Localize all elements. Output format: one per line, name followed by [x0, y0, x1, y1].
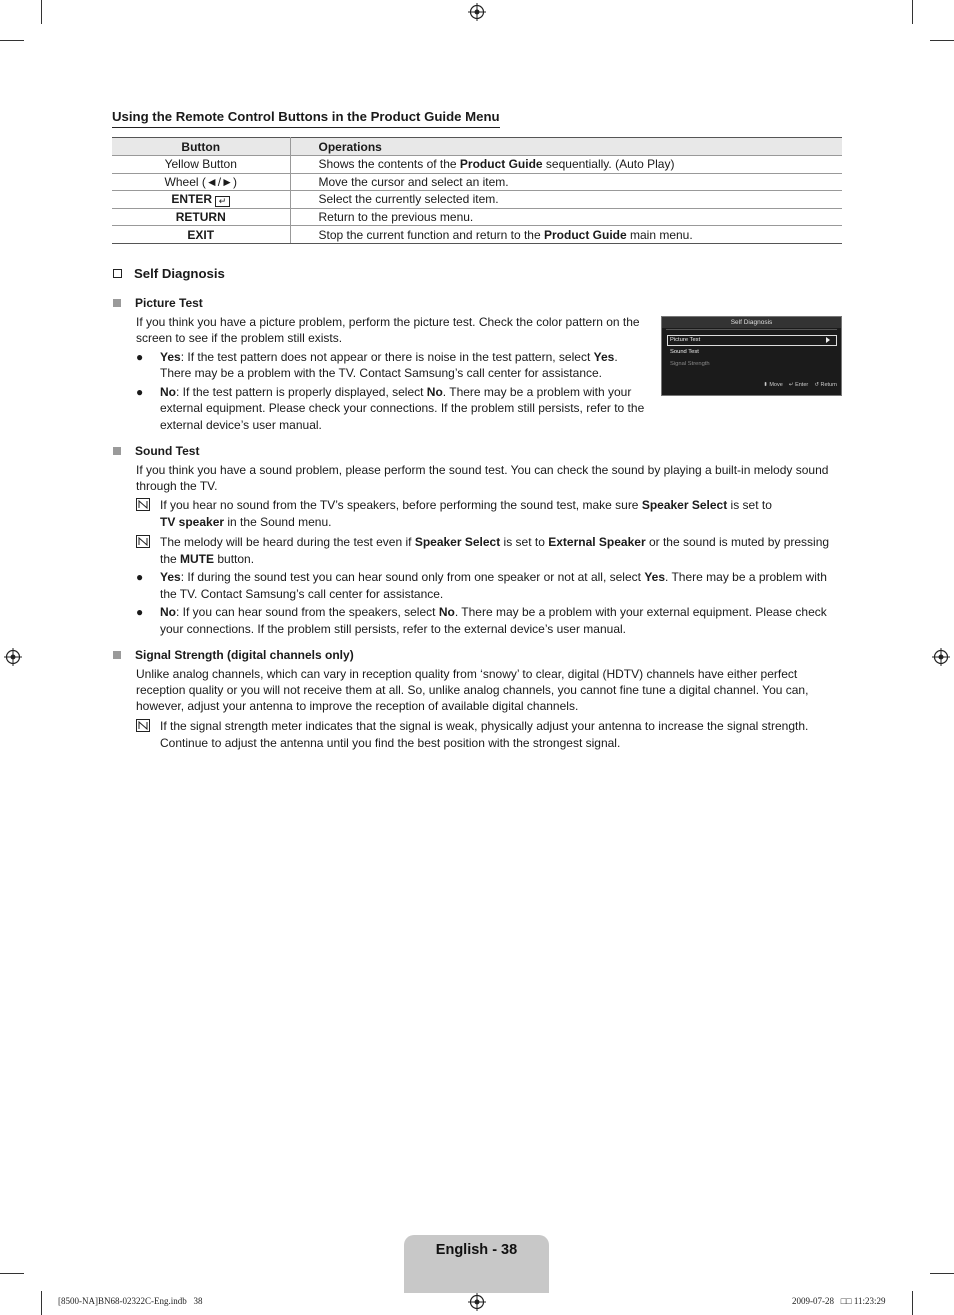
- signal-strength-paragraph-line: Unlike analog channels, which can vary in reception quality from ‘snowy’ to clear, digital (HDTV) channels have either perfect: [136, 667, 798, 681]
- sound-test-intro-line: If you think you have a sound problem, please perform the sound test. You can check the sound by playing a built-in melody sound: [136, 463, 829, 477]
- chevron-right-icon: [826, 337, 830, 343]
- table-row: [112, 208, 842, 226]
- osd-item-picture-test: Picture Test: [670, 337, 701, 343]
- table-header-row: [112, 138, 842, 156]
- crop-mark: [0, 40, 24, 41]
- osd-title: Self Diagnosis: [662, 317, 841, 328]
- registration-mark-icon: [468, 3, 486, 21]
- square-bullet-icon: [113, 651, 121, 659]
- picture-test-no-line: external equipment. Please check your connections. If the problem still persists, refer to the: [160, 401, 645, 415]
- note-icon: [136, 719, 150, 732]
- osd-footer: ⬍ Move ↵ Enter ↺ Return: [763, 382, 837, 388]
- table-cell-operation: Move the cursor and select an item.: [290, 173, 842, 191]
- osd-divider: [666, 329, 837, 330]
- registration-mark-icon: [468, 1293, 486, 1311]
- picture-test-yes-line: There may be a problem with the TV. Contact Samsung’s call center for assistance.: [160, 366, 602, 380]
- square-bullet-icon: [113, 447, 121, 455]
- enter-icon: ↵: [788, 382, 794, 388]
- osd-item-signal-strength: Signal Strength: [670, 361, 710, 367]
- table-cell-button: ENTER ↵: [112, 191, 290, 209]
- crop-mark: [0, 1273, 24, 1274]
- table-row: [112, 226, 842, 244]
- signal-strength-paragraph-line: however, adjust your antenna to improve the reception of available digital channels.: [136, 699, 579, 713]
- bullet-dot-icon: ●: [136, 605, 144, 619]
- column-header-button: Button: [112, 138, 290, 156]
- page-number: English - 38: [435, 1242, 518, 1258]
- square-bullet-icon: [113, 299, 121, 307]
- return-icon: ↺: [814, 382, 819, 388]
- note-icon: [136, 498, 150, 511]
- crop-mark: [912, 1291, 913, 1315]
- self-diagnosis-heading: Self Diagnosis: [113, 265, 225, 283]
- checkbox-bullet-icon: [113, 269, 122, 278]
- table-cell-operation: Stop the current function and return to the Product Guide main menu.: [290, 226, 842, 244]
- registration-mark-icon: [4, 648, 22, 666]
- picture-test-title: Picture Test: [113, 295, 203, 311]
- signal-strength-paragraph-line: reception quality or you will not receive them at all. So, unlike analog channels, you cannot fine tune a digital channel. You can,: [136, 683, 809, 697]
- enter-icon: ↵: [215, 196, 230, 207]
- column-header-operations: Operations: [290, 138, 842, 156]
- print-footer-timestamp: 2009-07-28 □□ 11:23:29: [792, 1296, 886, 1306]
- sound-test-note-line: the MUTE button.: [160, 552, 255, 566]
- note-icon: [136, 535, 150, 548]
- table-cell-button: Yellow Button: [112, 156, 290, 174]
- table-row: [112, 173, 842, 191]
- crop-mark: [912, 0, 913, 24]
- table-cell-operation: Select the currently selected item.: [290, 191, 842, 209]
- sound-test-note-line: TV speaker in the Sound menu.: [160, 515, 332, 529]
- picture-test-intro-line: If you think you have a picture problem, perform the picture test. Check the color pattern on the: [136, 315, 640, 329]
- sound-test-yes-line: the TV. Contact Samsung’s call center for assistance.: [160, 587, 444, 601]
- signal-strength-note-line: Continue to adjust the antenna until you find the best position with the strongest signal.: [160, 736, 621, 750]
- sound-test-intro-line: through the TV.: [136, 479, 218, 493]
- remote-buttons-table: [112, 137, 842, 244]
- page-number-tab: [404, 1235, 549, 1293]
- sound-test-no-line: your connections. If the problem still persists, refer to the external device’s user manual.: [160, 622, 627, 636]
- self-diagnosis-osd-screenshot: [661, 316, 842, 396]
- picture-test-no-line: external device’s user manual.: [160, 418, 322, 432]
- bullet-dot-icon: ●: [136, 385, 144, 399]
- crop-mark: [41, 1291, 42, 1315]
- move-icon: ⬍: [763, 382, 768, 388]
- table-cell-button: RETURN: [112, 208, 290, 226]
- print-footer-file: [8500-NA]BN68-02322C-Eng.indb 38: [58, 1296, 203, 1306]
- osd-item-sound-test: Sound Test: [670, 349, 699, 355]
- sound-test-title: Sound Test: [113, 443, 199, 459]
- bullet-dot-icon: ●: [136, 350, 144, 364]
- registration-mark-icon: [932, 648, 950, 666]
- crop-mark: [41, 0, 42, 24]
- crop-mark: [930, 40, 954, 41]
- table-row: [112, 156, 842, 174]
- picture-test-intro-line: screen to see if the problem still exists.: [136, 331, 343, 345]
- table-cell-operation: Return to the previous menu.: [290, 208, 842, 226]
- table-cell-button: Wheel (◄/►): [112, 173, 290, 191]
- crop-mark: [930, 1273, 954, 1274]
- section-heading: Using the Remote Control Buttons in the Product Guide Menu: [112, 108, 500, 128]
- table-cell-operation: Shows the contents of the Product Guide sequentially. (Auto Play): [290, 156, 842, 174]
- table-cell-button: EXIT: [112, 226, 290, 244]
- bullet-dot-icon: ●: [136, 570, 144, 584]
- table-row: [112, 191, 842, 209]
- signal-strength-title: Signal Strength (digital channels only): [113, 647, 354, 663]
